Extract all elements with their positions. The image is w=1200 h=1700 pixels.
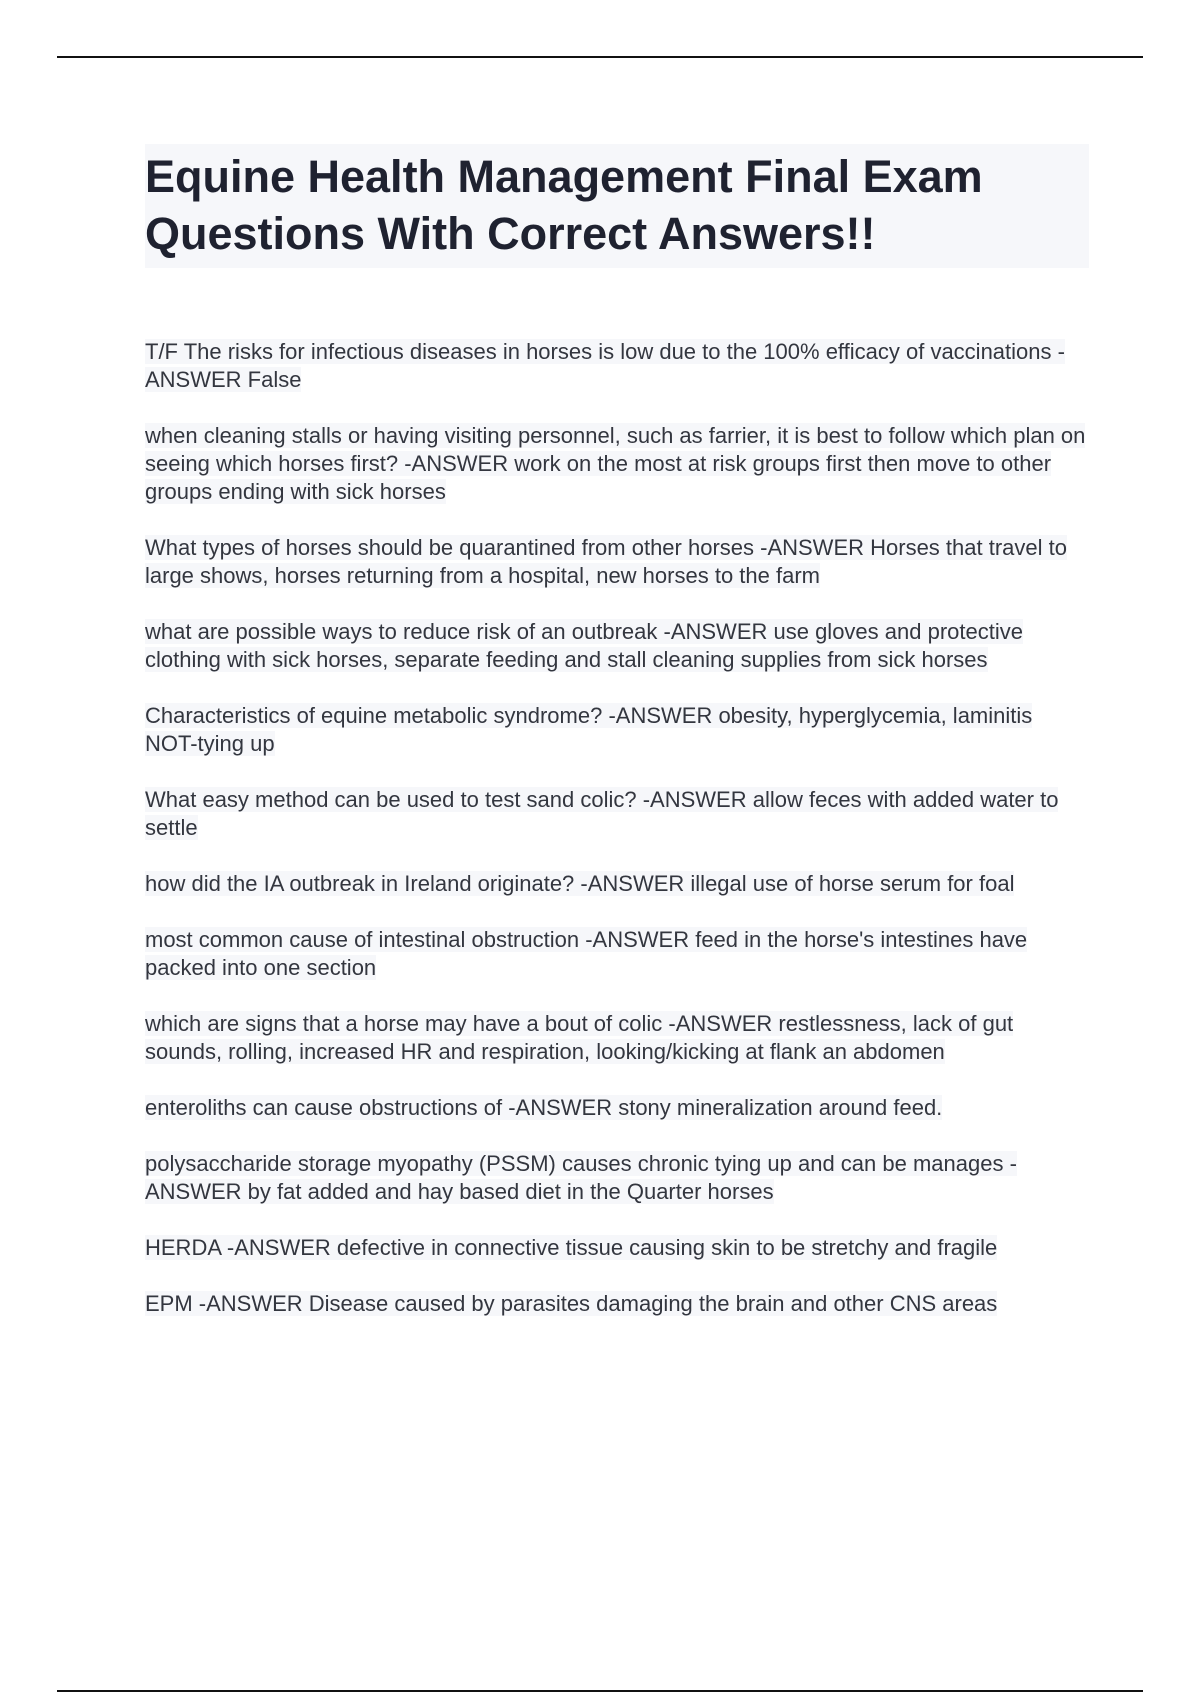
qa-item xyxy=(145,422,1095,506)
qa-item xyxy=(145,1010,1095,1066)
bottom-rule xyxy=(57,1690,1143,1692)
qa-text: which are signs that a horse may have a bout of colic -ANSWER restlessness, lack of gut sounds, rolling, increased HR and respiration, looking/kicking at flank an abdomen xyxy=(145,1011,1014,1064)
top-rule xyxy=(57,56,1143,58)
qa-item xyxy=(145,1234,1095,1262)
qa-text: EPM -ANSWER Disease caused by parasites damaging the brain and other CNS areas xyxy=(145,1291,998,1316)
qa-text: enteroliths can cause obstructions of -ANSWER stony mineralization around feed. xyxy=(145,1095,943,1120)
qa-text: What easy method can be used to test sand colic? -ANSWER allow feces with added water to settle xyxy=(145,787,1059,840)
qa-text: Characteristics of equine metabolic syndrome? -ANSWER obesity, hyperglycemia, laminitis NOT-tying up xyxy=(145,703,1033,756)
qa-text: polysaccharide storage myopathy (PSSM) causes chronic tying up and can be manages -ANSWER by fat added and hay based diet in the Quarter horses xyxy=(145,1151,1017,1204)
qa-item xyxy=(145,618,1095,674)
qa-text: HERDA -ANSWER defective in connective tissue causing skin to be stretchy and fragile xyxy=(145,1235,998,1260)
qa-text: T/F The risks for infectious diseases in horses is low due to the 100% efficacy of vaccinations -ANSWER False xyxy=(145,339,1065,392)
qa-item xyxy=(145,702,1095,758)
qa-list xyxy=(145,338,1095,1346)
qa-text: most common cause of intestinal obstruction -ANSWER feed in the horse's intestines have packed into one section xyxy=(145,927,1028,980)
qa-item xyxy=(145,1150,1095,1206)
qa-text: when cleaning stalls or having visiting personnel, such as farrier, it is best to follow which plan on seeing which horses first? -ANSWER work on the most at risk groups first then move to other groups ending with sick horses xyxy=(145,423,1086,504)
qa-item xyxy=(145,926,1095,982)
title-block xyxy=(145,144,1089,268)
qa-item xyxy=(145,786,1095,842)
qa-text: what are possible ways to reduce risk of an outbreak -ANSWER use gloves and protective clothing with sick horses, separate feeding and stall cleaning supplies from sick horses xyxy=(145,619,1023,672)
qa-item xyxy=(145,338,1095,394)
page-title xyxy=(145,148,1089,262)
qa-item xyxy=(145,1290,1095,1318)
title-line-2: Questions With Correct Answers!! xyxy=(145,208,876,259)
qa-item xyxy=(145,870,1095,898)
qa-text: how did the IA outbreak in Ireland originate? -ANSWER illegal use of horse serum for foal xyxy=(145,871,1015,896)
qa-item xyxy=(145,1094,1095,1122)
qa-text: What types of horses should be quarantined from other horses -ANSWER Horses that travel to large shows, horses returning from a hospital, new horses to the farm xyxy=(145,535,1067,588)
title-line-1: Equine Health Management Final Exam xyxy=(145,151,983,202)
qa-item xyxy=(145,534,1095,590)
